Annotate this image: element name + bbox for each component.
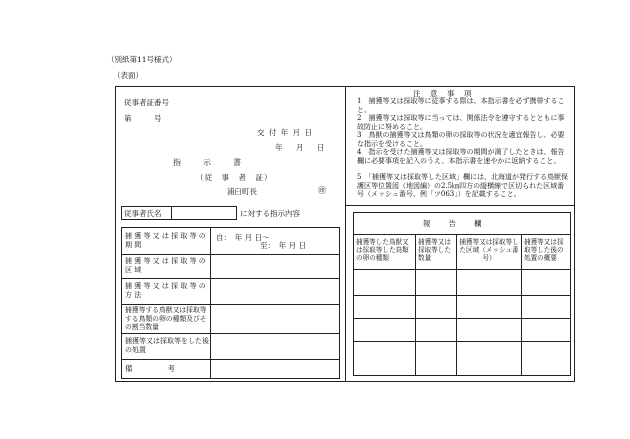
- center-divider: [345, 86, 346, 382]
- instruction-suffix: に対する指示内容: [240, 209, 300, 218]
- report-title: 報 告 欄: [423, 219, 483, 228]
- period-to-value[interactable]: 至： 年 月 日: [260, 241, 307, 250]
- side-label: （表面）: [113, 71, 143, 80]
- period-from-value[interactable]: 自： 年 月 日～: [216, 233, 270, 242]
- report-row-divider: [353, 341, 571, 342]
- report-row-divider: [353, 318, 571, 319]
- note-3: 3 鳥獣の捕獲等又は鳥類の卵の採取等の状況を適宜報告し、必要な指示を受けること。: [357, 131, 565, 148]
- number-label: 第 号: [124, 114, 162, 123]
- issue-date-label: 交 付 年 月 日: [257, 128, 314, 137]
- row-disposal-label: 捕獲等又は採取等をした後の処置: [125, 337, 209, 354]
- row-method-label: 捕 獲 等 又 は 採 取 等 の 方 法: [125, 282, 206, 299]
- row-divider: [121, 359, 340, 360]
- report-header-top: [353, 234, 571, 235]
- report-header-bottom: [353, 269, 571, 270]
- row-period-label: 捕 獲 等 又 は 採 取 等 の 期 間: [125, 232, 206, 249]
- report-header-quantity: 捕獲等又は採取等した数量: [418, 238, 451, 262]
- report-col-divider: [415, 234, 416, 376]
- name-box-divider: [171, 206, 172, 220]
- row-species-label: 捕獲等する鳥獣又は採取等する鳥類の卵の種類及びその割当数量: [125, 306, 207, 331]
- report-header-species: 捕獲等した鳥獣又は採取等した鳥類の卵の種類: [356, 238, 409, 262]
- row-remarks-label: 備 考: [125, 364, 176, 373]
- report-col-divider: [456, 234, 457, 376]
- form-number: （別紙第11号様式）: [107, 55, 177, 64]
- document-title: 指 示 書: [173, 158, 243, 167]
- report-table: [353, 212, 571, 376]
- seal-mark: ㊞: [318, 186, 326, 195]
- report-col-divider: [521, 234, 522, 376]
- row-divider: [121, 304, 340, 305]
- row-area-label: 捕 獲 等 又 は 採 取 等 の 区 域: [125, 257, 206, 274]
- issuer-name: 浦臼町長: [227, 187, 257, 196]
- issue-date-value: 年 月 日: [275, 143, 328, 152]
- row-divider: [121, 333, 340, 334]
- report-header-disposal: 捕獲等又は採取等した後の処置の概要: [524, 238, 564, 262]
- notes-title: 注 意 事 項: [413, 89, 473, 98]
- report-header-area: 捕獲等又は採取等した区域（メッシュ番号）: [459, 238, 519, 262]
- row-divider: [121, 254, 340, 255]
- cert-number-label: 従事者証番号: [124, 98, 169, 107]
- instruction-table-col-divider: [210, 227, 211, 379]
- note-1: 1 捕獲等又は採取等に従事する際は、本指示書を必ず携帯すること。: [357, 97, 565, 114]
- worker-name-label: 従事者氏名: [124, 209, 162, 218]
- report-row-divider: [353, 295, 571, 296]
- note-5: 5 「捕獲等又は採取等した区域」欄には、北海道が発行する鳥獣保護区等位置図（地図編）の2.5㎞四方の縦横線で区切られた区域番号（メッシュ番号、例「ツ063」）を記載すること。: [357, 173, 568, 198]
- row-divider: [121, 278, 340, 279]
- document-subtitle: （従 事 者 証）: [196, 173, 273, 182]
- notes-divider: [345, 205, 575, 206]
- note-4: 4 指示を受けた捕獲等又は採取等の期間が満了したときは、報告欄に必要事項を記入のうえ、本指示書を速やかに返納すること。: [357, 148, 565, 165]
- note-2: 2 捕獲等又は採取等に当っては、関係法令を遵守するとともに事故防止に努めること。: [357, 114, 565, 131]
